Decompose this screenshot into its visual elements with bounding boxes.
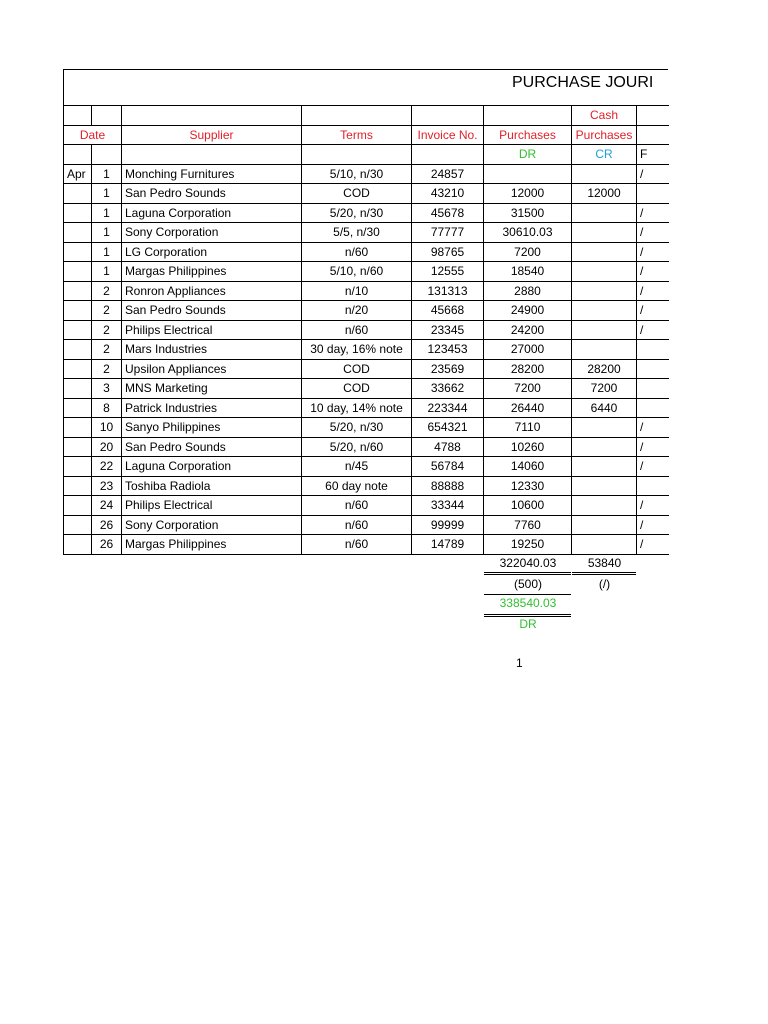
purchases-cell: 2880 <box>484 281 572 301</box>
day-cell: 2 <box>92 340 122 360</box>
terms-cell: 10 day, 14% note <box>302 398 412 418</box>
table-row <box>64 418 669 438</box>
terms-cell: COD <box>302 184 412 204</box>
supplier-cell: Philips Electrical <box>122 496 302 516</box>
day-cell: 1 <box>92 223 122 243</box>
invoice-cell: 88888 <box>412 476 484 496</box>
posting-mark-cell: / <box>637 535 669 555</box>
day-cell: 24 <box>92 496 122 516</box>
cash-cell: 6440 <box>572 398 637 418</box>
table-row <box>64 262 669 282</box>
day-cell: 8 <box>92 398 122 418</box>
table-row <box>64 242 669 262</box>
invoice-cell: 123453 <box>412 340 484 360</box>
invoice-cell: 654321 <box>412 418 484 438</box>
table-row <box>64 223 669 243</box>
invoice-header: Invoice No. <box>412 125 484 145</box>
table-row <box>64 535 669 555</box>
supplier-cell: LG Corporation <box>122 242 302 262</box>
purchases-cell: 24200 <box>484 320 572 340</box>
cash-header-bottom: Purchases <box>572 125 637 145</box>
purchases-cell: 14060 <box>484 457 572 477</box>
posting-mark-cell: / <box>637 320 669 340</box>
posting-mark-cell: / <box>637 437 669 457</box>
drcr-row <box>64 145 669 165</box>
cash-cell <box>572 281 637 301</box>
supplier-cell: Sanyo Philippines <box>122 418 302 438</box>
month-cell <box>64 398 92 418</box>
cash-posting-ref: (/) <box>598 577 611 591</box>
supplier-cell: Toshiba Radiola <box>122 476 302 496</box>
invoice-cell: 98765 <box>412 242 484 262</box>
cash-cell: 28200 <box>572 359 637 379</box>
supplier-header: Supplier <box>122 125 302 145</box>
cash-cell <box>572 242 637 262</box>
supplier-cell: Margas Philippines <box>122 262 302 282</box>
posting-mark-cell: / <box>637 457 669 477</box>
day-cell: 1 <box>92 184 122 204</box>
cash-total-rule <box>572 572 636 575</box>
table-row <box>64 457 669 477</box>
grand-total: 338540.03 <box>499 596 557 610</box>
cash-cell: 12000 <box>572 184 637 204</box>
header-row <box>64 125 669 145</box>
supplier-cell: MNS Marketing <box>122 379 302 399</box>
month-cell <box>64 262 92 282</box>
day-cell: 20 <box>92 437 122 457</box>
month-cell <box>64 184 92 204</box>
month-cell <box>64 320 92 340</box>
supplier-cell: San Pedro Sounds <box>122 184 302 204</box>
purchases-cell: 18540 <box>484 262 572 282</box>
day-cell: 2 <box>92 281 122 301</box>
table-row <box>64 340 669 360</box>
supplier-cell: Laguna Corporation <box>122 203 302 223</box>
posting-mark-cell: / <box>637 262 669 282</box>
purchases-cell: 7200 <box>484 242 572 262</box>
purchases-cell: 7760 <box>484 515 572 535</box>
table-row <box>64 301 669 321</box>
journal-title: PURCHASE JOURI <box>512 74 654 91</box>
month-cell <box>64 242 92 262</box>
terms-cell: 5/10, n/30 <box>302 164 412 184</box>
page-number: 1 <box>516 656 523 670</box>
supplier-cell: Upsilon Appliances <box>122 359 302 379</box>
purchases-cell: 26440 <box>484 398 572 418</box>
purchases-posting-ref: (500) <box>513 577 542 591</box>
supplier-cell: Laguna Corporation <box>122 457 302 477</box>
invoice-cell: 12555 <box>412 262 484 282</box>
day-cell: 2 <box>92 301 122 321</box>
date-header: Date <box>64 125 122 145</box>
month-cell <box>64 535 92 555</box>
purchases-cell: 19250 <box>484 535 572 555</box>
invoice-cell: 14789 <box>412 535 484 555</box>
day-cell: 23 <box>92 476 122 496</box>
invoice-cell: 23569 <box>412 359 484 379</box>
invoice-cell: 56784 <box>412 457 484 477</box>
purchases-cell: 31500 <box>484 203 572 223</box>
purchases-cell: 24900 <box>484 301 572 321</box>
month-cell <box>64 359 92 379</box>
cash-header-top: Cash <box>572 106 637 126</box>
purchases-cell: 7110 <box>484 418 572 438</box>
posting-mark-cell <box>637 379 669 399</box>
month-cell <box>64 457 92 477</box>
purchases-cell: 30610.03 <box>484 223 572 243</box>
cash-cell <box>572 515 637 535</box>
day-cell: 1 <box>92 164 122 184</box>
month-cell <box>64 437 92 457</box>
cr-label: CR <box>572 145 637 165</box>
terms-cell: n/45 <box>302 457 412 477</box>
invoice-cell: 43210 <box>412 184 484 204</box>
purchases-cell: 10600 <box>484 496 572 516</box>
terms-cell: n/60 <box>302 535 412 555</box>
terms-cell: 5/20, n/30 <box>302 203 412 223</box>
month-cell <box>64 223 92 243</box>
purchases-cell: 27000 <box>484 340 572 360</box>
supplier-cell: Mars Industries <box>122 340 302 360</box>
invoice-cell: 4788 <box>412 437 484 457</box>
day-cell: 26 <box>92 535 122 555</box>
month-cell <box>64 379 92 399</box>
terms-cell: n/60 <box>302 242 412 262</box>
cash-total: 53840 <box>587 556 622 570</box>
invoice-cell: 99999 <box>412 515 484 535</box>
supplier-cell: Ronron Appliances <box>122 281 302 301</box>
table-row <box>64 281 669 301</box>
cash-cell <box>572 496 637 516</box>
supplier-cell: Patrick Industries <box>122 398 302 418</box>
cash-cell <box>572 340 637 360</box>
terms-cell: 5/5, n/30 <box>302 223 412 243</box>
invoice-cell: 45678 <box>412 203 484 223</box>
terms-cell: n/20 <box>302 301 412 321</box>
terms-cell: n/60 <box>302 320 412 340</box>
supplier-cell: San Pedro Sounds <box>122 301 302 321</box>
invoice-cell: 33344 <box>412 496 484 516</box>
terms-cell: COD <box>302 379 412 399</box>
f-label: F <box>637 145 669 165</box>
cash-cell <box>572 262 637 282</box>
day-cell: 1 <box>92 262 122 282</box>
day-cell: 1 <box>92 203 122 223</box>
dr-label: DR <box>484 145 572 165</box>
purchases-total-rule <box>484 572 571 575</box>
cash-cell <box>572 418 637 438</box>
posting-mark-cell <box>637 359 669 379</box>
invoice-cell: 23345 <box>412 320 484 340</box>
day-cell: 10 <box>92 418 122 438</box>
invoice-cell: 77777 <box>412 223 484 243</box>
purchase-journal-table <box>63 105 669 555</box>
terms-cell: n/60 <box>302 515 412 535</box>
table-row <box>64 164 669 184</box>
posting-mark-cell <box>637 476 669 496</box>
supplier-cell: Margas Philippines <box>122 535 302 555</box>
header-row-top <box>64 106 669 126</box>
day-cell: 2 <box>92 359 122 379</box>
terms-cell: 5/20, n/30 <box>302 418 412 438</box>
terms-cell: 60 day note <box>302 476 412 496</box>
supplier-cell: Monching Furnitures <box>122 164 302 184</box>
purchases-cell <box>484 164 572 184</box>
invoice-cell: 45668 <box>412 301 484 321</box>
table-row <box>64 496 669 516</box>
cash-cell <box>572 535 637 555</box>
terms-cell: n/10 <box>302 281 412 301</box>
posting-mark-cell: / <box>637 515 669 535</box>
purchases-total: 322040.03 <box>499 556 557 570</box>
month-cell <box>64 281 92 301</box>
supplier-cell: San Pedro Sounds <box>122 437 302 457</box>
purchases-cell: 7200 <box>484 379 572 399</box>
terms-header: Terms <box>302 125 412 145</box>
supplier-cell: Philips Electrical <box>122 320 302 340</box>
grand-total-label: DR <box>519 617 537 631</box>
month-cell <box>64 515 92 535</box>
terms-cell: COD <box>302 359 412 379</box>
cash-cell <box>572 437 637 457</box>
table-row <box>64 515 669 535</box>
day-cell: 1 <box>92 242 122 262</box>
invoice-cell: 223344 <box>412 398 484 418</box>
month-cell: Apr <box>64 164 92 184</box>
cash-cell: 7200 <box>572 379 637 399</box>
table-row <box>64 203 669 223</box>
purchases-cell: 12000 <box>484 184 572 204</box>
posting-mark-cell: / <box>637 203 669 223</box>
table-row <box>64 379 669 399</box>
posting-mark-cell: / <box>637 281 669 301</box>
posting-mark-cell: / <box>637 242 669 262</box>
posting-mark-cell: / <box>637 223 669 243</box>
purchases-cell: 28200 <box>484 359 572 379</box>
month-cell <box>64 476 92 496</box>
terms-cell: 5/20, n/60 <box>302 437 412 457</box>
purchases-header: Purchases <box>484 125 572 145</box>
cash-cell <box>572 301 637 321</box>
supplier-cell: Sony Corporation <box>122 515 302 535</box>
day-cell: 3 <box>92 379 122 399</box>
day-cell: 2 <box>92 320 122 340</box>
supplier-cell: Sony Corporation <box>122 223 302 243</box>
table-row <box>64 437 669 457</box>
invoice-cell: 131313 <box>412 281 484 301</box>
invoice-cell: 24857 <box>412 164 484 184</box>
cash-cell <box>572 457 637 477</box>
terms-cell: 5/10, n/60 <box>302 262 412 282</box>
month-cell <box>64 203 92 223</box>
table-row <box>64 320 669 340</box>
terms-cell: 30 day, 16% note <box>302 340 412 360</box>
day-cell: 26 <box>92 515 122 535</box>
month-cell <box>64 340 92 360</box>
cash-cell <box>572 164 637 184</box>
table-row <box>64 359 669 379</box>
cash-cell <box>572 476 637 496</box>
posting-mark-cell: / <box>637 496 669 516</box>
table-row <box>64 184 669 204</box>
terms-cell: n/60 <box>302 496 412 516</box>
invoice-cell: 33662 <box>412 379 484 399</box>
purchases-cell: 10260 <box>484 437 572 457</box>
posting-mark-cell: / <box>637 418 669 438</box>
cash-cell <box>572 223 637 243</box>
table-row <box>64 398 669 418</box>
month-cell <box>64 496 92 516</box>
day-cell: 22 <box>92 457 122 477</box>
posting-mark-cell <box>637 184 669 204</box>
posting-mark-cell: / <box>637 164 669 184</box>
cash-cell <box>572 320 637 340</box>
posting-mark-cell <box>637 340 669 360</box>
posting-mark-cell: / <box>637 301 669 321</box>
cash-cell <box>572 203 637 223</box>
posting-mark-cell <box>637 398 669 418</box>
month-cell <box>64 418 92 438</box>
month-cell <box>64 301 92 321</box>
table-row <box>64 476 669 496</box>
purchases-cell: 12330 <box>484 476 572 496</box>
posting-rule <box>484 594 571 595</box>
